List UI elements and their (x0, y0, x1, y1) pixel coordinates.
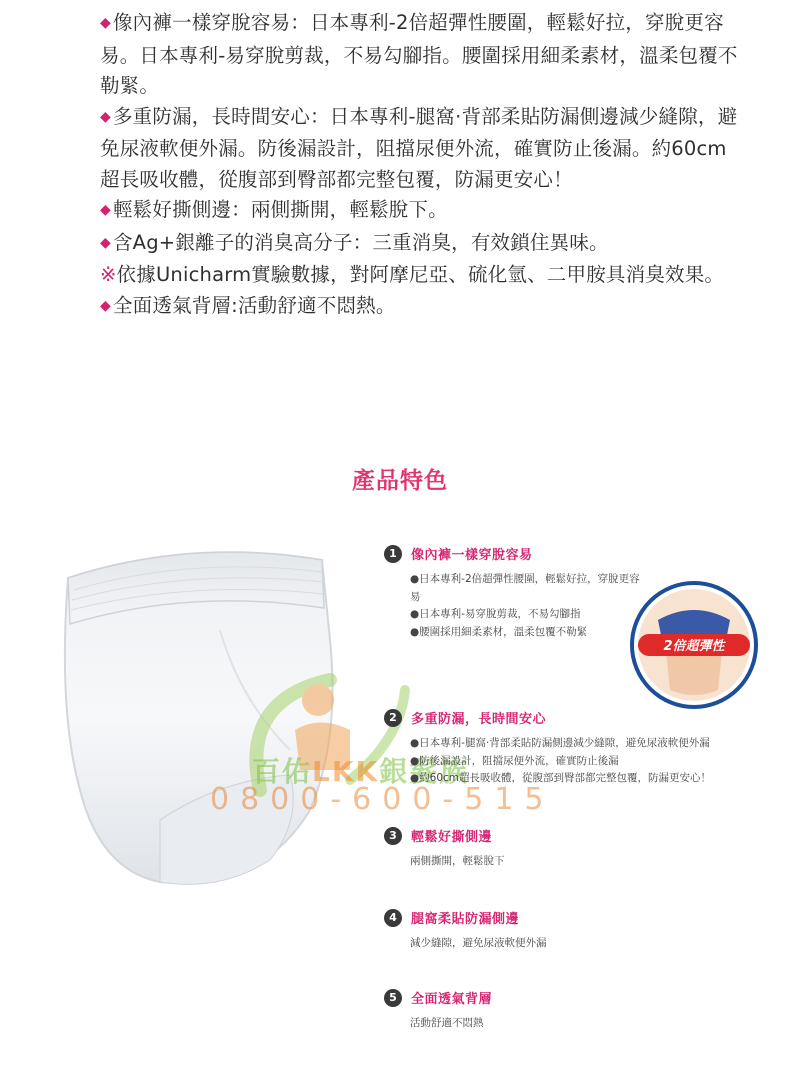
intro-paragraph-2: ◆ 多重防漏，長時間安心：日本專利-腿窩·背部柔貼防漏側邊減少縫隙，避免尿液軟便外漏。防後漏設計，阻擋尿便外流，確實防止後漏。約60cm超長吸收體，從腹部到臀部都完整包覆，防漏更安心！ (100, 104, 738, 191)
feature-title: 多重防漏，長時間安心 (411, 712, 547, 727)
feature-number-badge: 5 (384, 989, 402, 1007)
feature-line: ●日本專利-易穿脫剪裁，不易勾腳指 (410, 608, 581, 620)
feature-line: ●腰圍採用細柔素材，溫柔包覆不勒緊 (410, 625, 588, 638)
badge-text: 2倍超彈性 (663, 639, 725, 654)
feature-number-badge: 4 (384, 909, 402, 927)
bullet-diamond-icon: ◆ (100, 108, 111, 125)
intro-note: ※依據Unicharm實驗數據，對阿摩尼亞、硫化氫、二甲胺具消臭效果。 (100, 263, 725, 286)
feature-body (410, 853, 784, 871)
section-title: 產品特色 (352, 468, 448, 494)
feature-body (410, 735, 784, 788)
feature-line: 易 (410, 590, 421, 603)
feature-line: 兩側撕開，輕鬆脫下 (410, 855, 505, 867)
bullet-diamond-icon: ◆ (100, 15, 111, 31)
feature-line: 減少縫隙，避免尿液軟便外漏 (410, 937, 547, 949)
feature-title: 像內褲一樣穿脫容易 (411, 548, 533, 563)
feature-number-badge: 1 (384, 545, 402, 563)
feature-2 (384, 708, 784, 788)
feature-line: ●日本專利-腿窩·背部柔貼防漏側邊減少縫隙，避免尿液軟便外漏 (410, 737, 710, 749)
note-mark-icon: ※ (100, 263, 117, 286)
feature-body (410, 1015, 784, 1033)
feature-line: ●防後漏設計，阻擋尿便外流，確實防止後漏 (410, 754, 619, 767)
feature-1 (384, 544, 784, 641)
bullet-diamond-icon: ◆ (100, 297, 111, 314)
intro-text (100, 8, 740, 323)
bullet-diamond-icon: ◆ (100, 202, 111, 218)
feature-body (410, 571, 784, 641)
intro-paragraph-6: ◆ 全面透氣背層:活動舒適不悶熱。 (100, 293, 396, 317)
watermark-phone: 0800-600-515 (210, 782, 555, 817)
intro-paragraph-1: ◆ 像內褲一樣穿脫容易：日本專利-2倍超彈性腰圍，輕鬆好拉，穿脫更容易。日本專利-易穿脫剪裁，不易勾腳指。腰圍採用細柔素材，溫柔包覆不勒緊。 (100, 11, 738, 97)
feature-4 (384, 908, 784, 953)
feature-number-badge: 2 (384, 709, 402, 727)
intro-paragraph-3: ◆ 輕鬆好撕側邊：兩側撕開，輕鬆脫下。 (100, 198, 448, 221)
feature-number-badge: 3 (384, 827, 402, 845)
bullet-diamond-icon: ◆ (100, 234, 111, 251)
feature-line: ●約60cm超長吸收體，從腹部到臀部都完整包覆，防漏更安心！ (410, 772, 712, 784)
feature-title: 腿窩柔貼防漏側邊 (411, 912, 520, 927)
feature-title: 全面透氣背層 (411, 992, 493, 1007)
feature-line: ●日本專利-2倍超彈性腰圍，輕鬆好拉，穿脫更容 (410, 573, 640, 585)
watermark-brand: 百佑LKK銀髮族 (252, 755, 470, 788)
intro-paragraph-4: ◆ 含Ag+銀離子的消臭高分子：三重消臭，有效鎖住異味。 (100, 230, 609, 254)
feature-title: 輕鬆好撕側邊 (411, 830, 493, 845)
feature-line: 活動舒適不悶熱 (410, 1017, 484, 1029)
feature-body (410, 935, 784, 953)
feature-3 (384, 826, 784, 871)
feature-5 (384, 988, 784, 1033)
